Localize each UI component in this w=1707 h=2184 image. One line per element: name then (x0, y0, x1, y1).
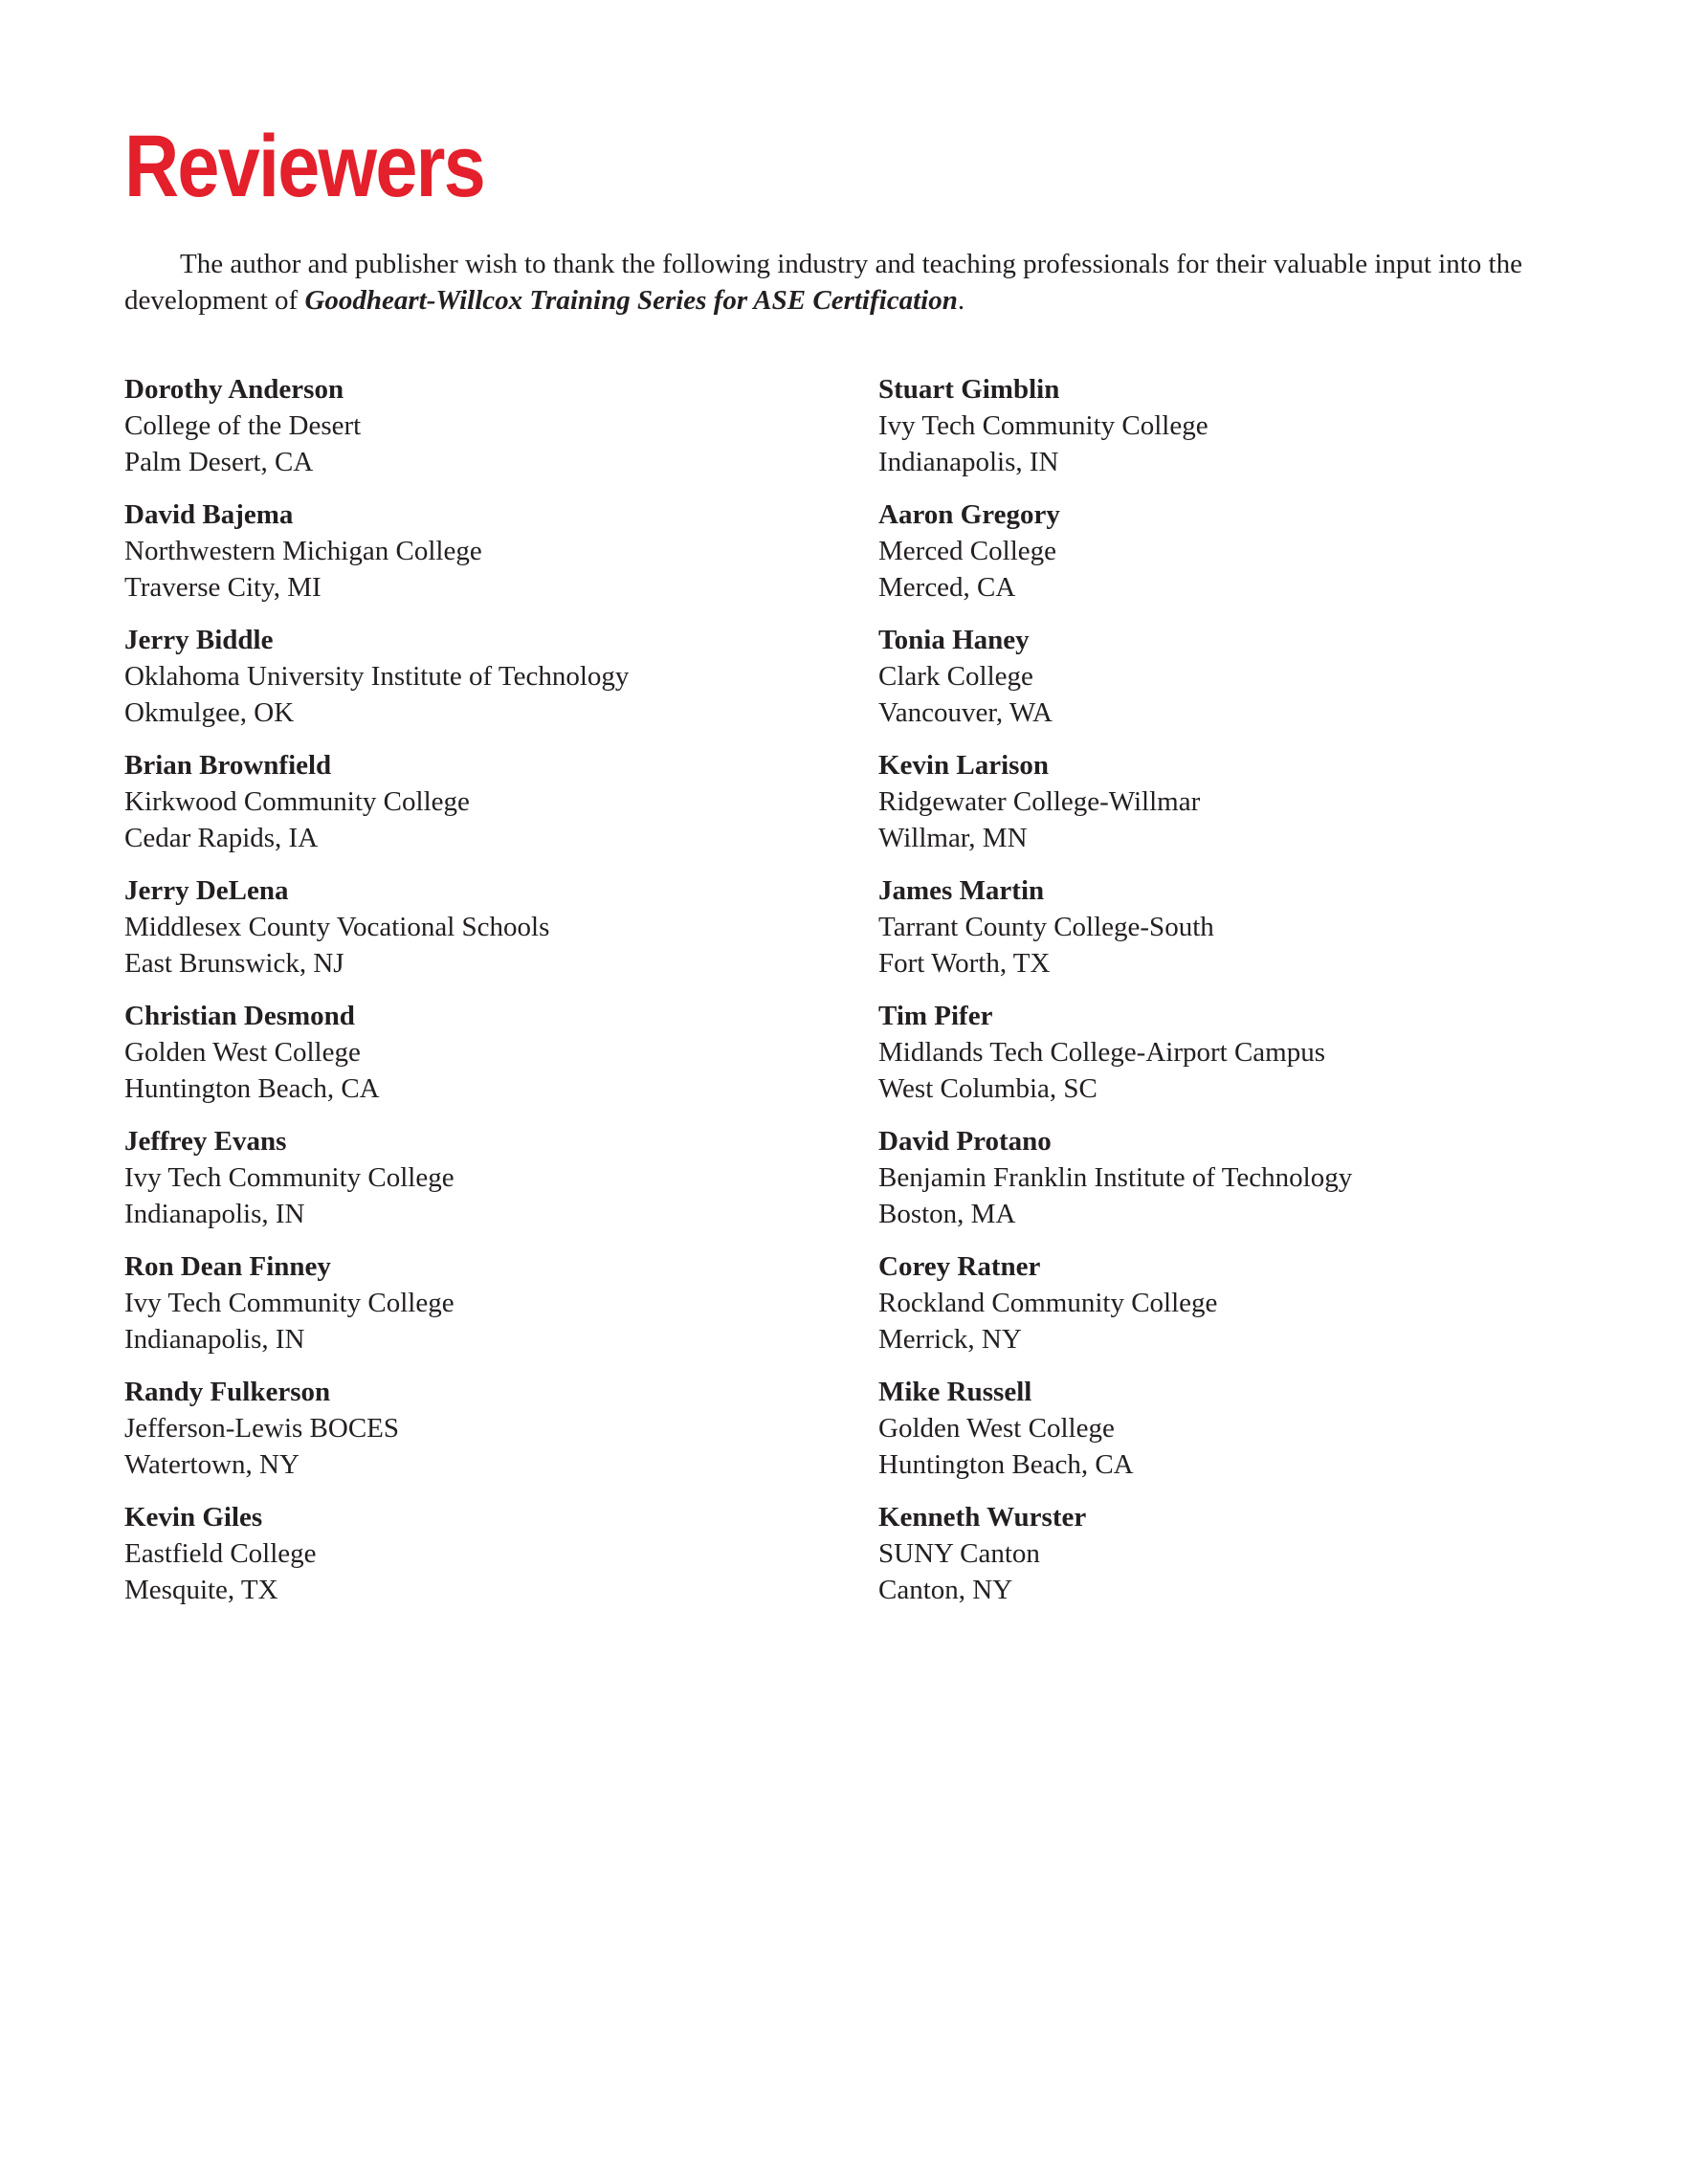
reviewer-institution: Golden West College (878, 1413, 1115, 1444)
reviewer-name: Kevin Larison (878, 750, 1050, 781)
intro-text: The author and publisher wish to thank the following industry and teaching professionals for their valuable input into the development of (124, 249, 1522, 316)
reviewer-location: Indianapolis, IN (878, 447, 1059, 477)
intro-paragraph (124, 246, 1598, 319)
reviewer-name: Stuart Gimblin (878, 374, 1060, 405)
reviewer-institution: Ivy Tech Community College (124, 1162, 454, 1193)
reviewer-institution: Ridgewater College-Willmar (878, 786, 1201, 817)
reviewer-entry (878, 872, 1567, 998)
reviewer-entry (124, 747, 813, 872)
reviewer-location: West Columbia, SC (878, 1073, 1097, 1104)
reviewer-entry (878, 1499, 1567, 1624)
reviewer-location: Huntington Beach, CA (124, 1073, 380, 1104)
reviewer-name: Tonia Haney (878, 625, 1030, 655)
reviewer-institution: Ivy Tech Community College (124, 1288, 454, 1318)
reviewer-location: Fort Worth, TX (878, 948, 1051, 979)
reviewer-location: Indianapolis, IN (124, 1199, 305, 1229)
reviewer-name: Corey Ratner (878, 1251, 1041, 1282)
reviewer-location: Palm Desert, CA (124, 447, 314, 477)
reviewer-name: Ron Dean Finney (124, 1251, 331, 1282)
reviewer-name: Jerry DeLena (124, 875, 289, 906)
reviewer-entry (124, 371, 813, 496)
reviewer-name: Christian Desmond (124, 1001, 355, 1031)
reviewer-location: Boston, MA (878, 1199, 1016, 1229)
reviewer-name: James Martin (878, 875, 1045, 906)
reviewers-column-right (878, 371, 1567, 1624)
reviewer-location: Vancouver, WA (878, 697, 1053, 728)
reviewer-name: Jerry Biddle (124, 625, 274, 655)
reviewer-location: Mesquite, TX (124, 1575, 278, 1605)
reviewer-entry (878, 1374, 1567, 1499)
reviewer-institution: Ivy Tech Community College (878, 410, 1208, 441)
reviewer-name: Dorothy Anderson (124, 374, 344, 405)
reviewer-location: Traverse City, MI (124, 572, 321, 603)
reviewer-entry (878, 1248, 1567, 1374)
reviewer-entry (878, 496, 1567, 622)
reviewer-entry (124, 998, 813, 1123)
reviewer-institution: Eastfield College (124, 1538, 317, 1569)
reviewer-institution: Oklahoma University Institute of Technology (124, 661, 630, 692)
reviewer-institution: Benjamin Franklin Institute of Technology (878, 1162, 1353, 1193)
reviewer-name: Aaron Gregory (878, 499, 1060, 530)
reviewer-entry (124, 1499, 813, 1624)
reviewer-name: David Bajema (124, 499, 294, 530)
reviewer-institution: Jefferson-Lewis BOCES (124, 1413, 400, 1444)
reviewer-institution: Merced College (878, 536, 1057, 566)
reviewer-entry (124, 1123, 813, 1248)
reviewer-name: Mike Russell (878, 1377, 1032, 1407)
reviewer-location: Huntington Beach, CA (878, 1449, 1134, 1480)
reviewer-location: Indianapolis, IN (124, 1324, 305, 1355)
reviewer-entry (878, 747, 1567, 872)
reviewer-institution: Midlands Tech College-Airport Campus (878, 1037, 1326, 1068)
reviewer-institution: Rockland Community College (878, 1288, 1218, 1318)
reviewer-entry (878, 998, 1567, 1123)
reviewer-institution: Clark College (878, 661, 1033, 692)
reviewer-institution: College of the Desert (124, 410, 362, 441)
book-title: Goodheart-Willcox Training Series for ASE Certification (304, 285, 958, 316)
reviewer-entry (124, 1374, 813, 1499)
reviewer-entry (878, 371, 1567, 496)
reviewer-name: Jeffrey Evans (124, 1126, 287, 1157)
reviewer-institution: Tarrant County College-South (878, 912, 1214, 942)
reviewer-location: Canton, NY (878, 1575, 1013, 1605)
reviewer-entry (124, 496, 813, 622)
reviewer-location: Watertown, NY (124, 1449, 299, 1480)
reviewer-location: East Brunswick, NJ (124, 948, 344, 979)
reviewer-name: Brian Brownfield (124, 750, 332, 781)
reviewer-institution: Kirkwood Community College (124, 786, 470, 817)
page-title: Reviewers (124, 118, 484, 215)
reviewer-location: Merrick, NY (878, 1324, 1022, 1355)
reviewer-institution: SUNY Canton (878, 1538, 1040, 1569)
reviewer-institution: Golden West College (124, 1037, 361, 1068)
reviewers-column-left (124, 371, 813, 1624)
reviewer-entry (878, 622, 1567, 747)
reviewer-location: Okmulgee, OK (124, 697, 295, 728)
reviewer-entry (878, 1123, 1567, 1248)
reviewer-institution: Middlesex County Vocational Schools (124, 912, 550, 942)
reviewer-name: Tim Pifer (878, 1001, 993, 1031)
reviewer-name: Kevin Giles (124, 1502, 263, 1533)
reviewer-entry (124, 872, 813, 998)
reviewer-location: Cedar Rapids, IA (124, 823, 319, 853)
reviewer-entry (124, 1248, 813, 1374)
intro-end: . (957, 285, 965, 316)
reviewer-institution: Northwestern Michigan College (124, 536, 482, 566)
reviewer-name: David Protano (878, 1126, 1052, 1157)
reviewer-name: Kenneth Wurster (878, 1502, 1087, 1533)
reviewer-location: Merced, CA (878, 572, 1016, 603)
reviewer-location: Willmar, MN (878, 823, 1028, 853)
reviewer-name: Randy Fulkerson (124, 1377, 331, 1407)
reviewer-entry (124, 622, 813, 747)
